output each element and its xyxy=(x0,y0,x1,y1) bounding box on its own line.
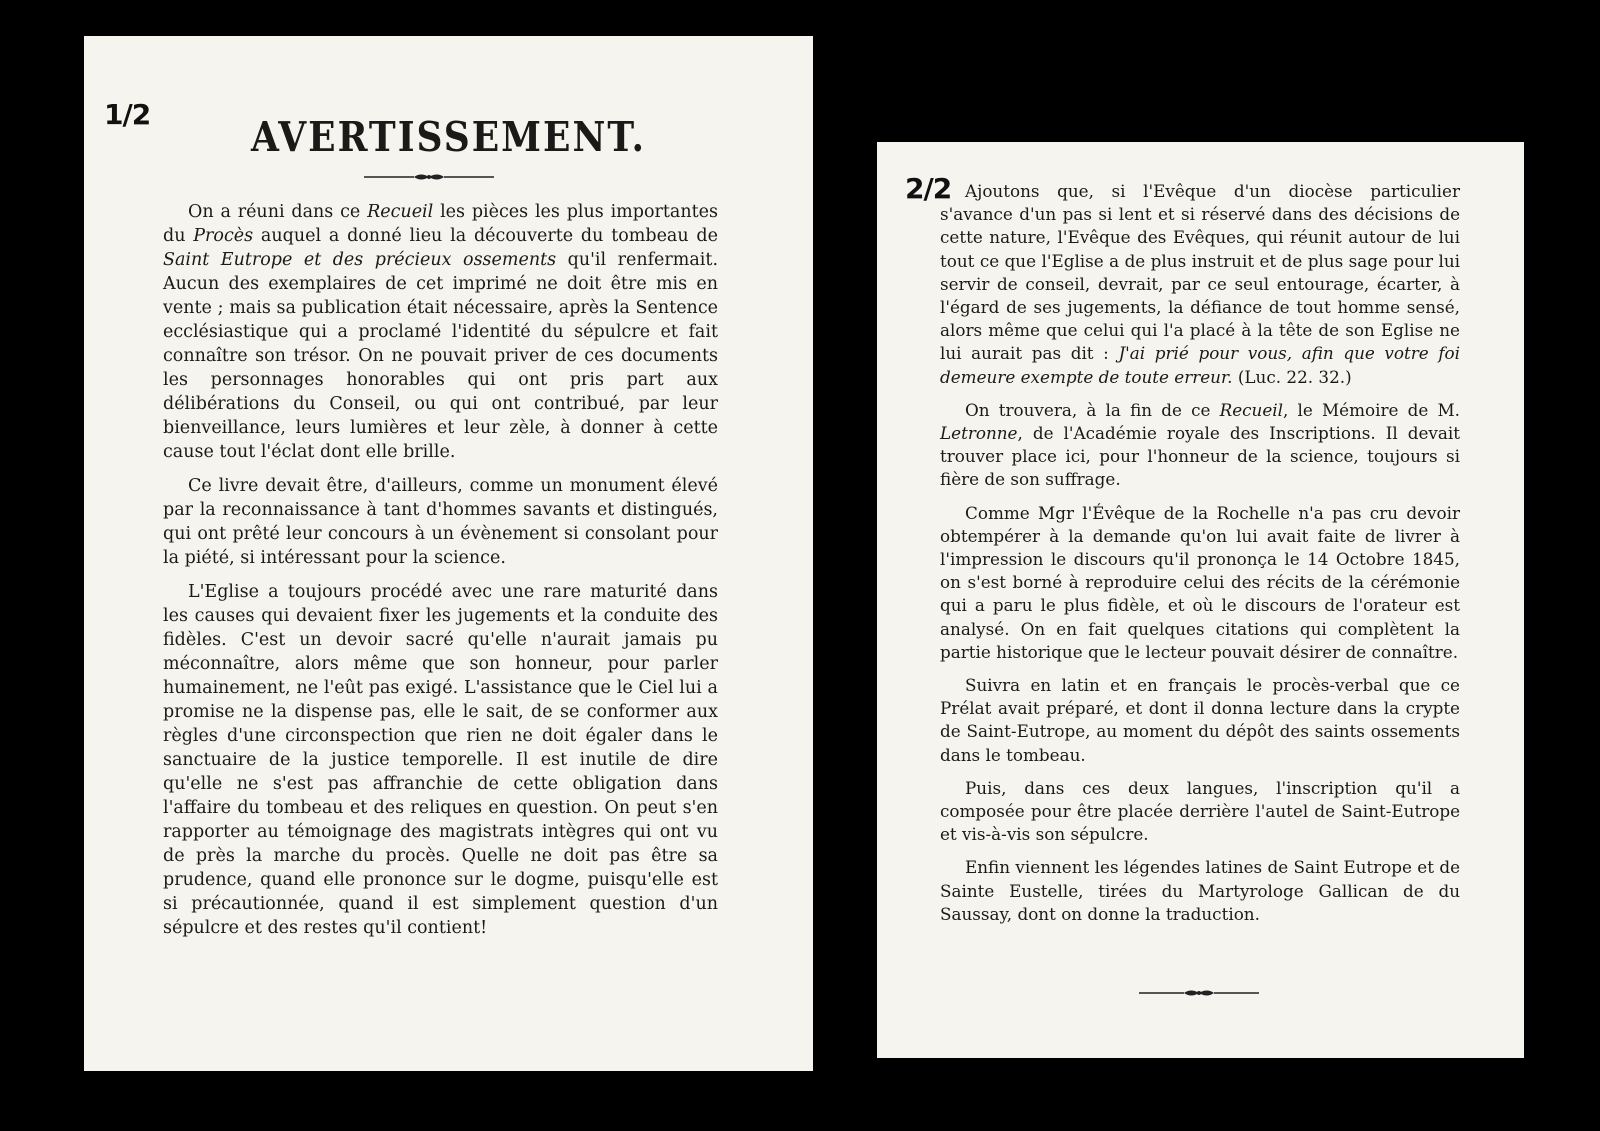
paragraph xyxy=(940,180,1460,389)
text-run: Enfin viennent les légendes latines de Saint Eutrope et de Sainte Eustelle, tirées du Martyrologe Gallican de du Saussay, dont on donne la traduction. xyxy=(940,857,1460,924)
text-run: , le Mémoire de M. xyxy=(1283,399,1460,420)
paragraph xyxy=(940,502,1460,664)
page-one xyxy=(84,36,813,1071)
italic-text: J'ai prié pour vous, afin que votre foi demeure exempte de toute erreur. xyxy=(940,343,1461,387)
paragraph xyxy=(163,580,718,940)
page-two-body xyxy=(940,180,1460,936)
page-two xyxy=(877,142,1524,1058)
italic-text: Procès xyxy=(193,226,254,246)
page-one-body xyxy=(163,200,718,950)
italic-text: Letronne xyxy=(940,423,1018,444)
text-run: Ce livre devait être, d'ailleurs, comme un monument élevé par la reconnaissance à tant d'hommes savants et distingués, qui ont prêté leur concours à un évènement si consolant pour la piété, si intéressant pour la science. xyxy=(163,476,718,568)
text-run: Suivra en latin et en français le procès-verbal que ce Prélat avait préparé, et dont il donna lecture dans la crypte de Saint-Eutrope, au moment du dépôt des saints ossements dans le tombeau. xyxy=(940,675,1460,765)
paragraph xyxy=(940,399,1460,492)
text-run: On trouvera, à la fin de ce xyxy=(965,399,1220,420)
text-run: On a réuni dans ce xyxy=(188,202,368,222)
text-run: L'Eglise a toujours procédé avec une rare maturité dans les causes qui devaient fixer les jugements et la conduite des fidèles. C'est un devoir sacré qu'elle n'aurait jamais pu méconnaître, alors même que son honneur, pour parler humainement, ne l'eût pas exigé. L'assistance que le Ciel lui a promise ne la dispense pas, elle le sait, de se conformer aux règles d'une circonspection que rien ne doit égaler dans le sanctuaire de la justice temporelle. Il est inutile de dire qu'elle ne s'est pas affranchie de cette obligation dans l'affaire du tombeau et des reliques en question. On peut s'en rapporter au témoignage des magistrats intègres qui ont vu de près la marche du procès. Quelle ne doit pas être sa prudence, quand elle prononce sur le dogme, puisqu'elle est si précautionnée, quand il est simplement question d'un sépulcre et des restes qu'il contient! xyxy=(163,582,718,938)
page-number-label: 2/2 xyxy=(905,172,952,205)
ornament-divider-icon xyxy=(364,172,494,182)
ornament-divider-icon xyxy=(1139,988,1259,998)
paragraph xyxy=(940,674,1460,767)
text-run: Puis, dans ces deux langues, l'inscription qu'il a composée pour être placée derrière l'autel de Saint-Eutrope et vis-à-vis son sépulcre. xyxy=(940,777,1460,845)
italic-text: Recueil xyxy=(1219,399,1284,420)
paragraph xyxy=(940,856,1460,926)
text-run: Comme Mgr l'Évêque de la Rochelle n'a pas cru devoir obtempérer à la demande qu'on lui avait faite de livrer à l'impression le discours qu'il prononça le 14 Octobre 1845, on s'est borné à reproduire celui des récits de la cérémonie qui a paru le plus fidèle, et où le discours de l'orateur est analysé. On en fait quelques citations qui complètent la partie historique que le lecteur pouvait désirer de connaître. xyxy=(940,502,1460,662)
text-run: , de l'Académie royale des Inscriptions. Il devait trouver place ici, pour l'honneur de la science, toujours si fière de son suffrage. xyxy=(940,423,1460,490)
italic-text: Recueil xyxy=(367,202,434,222)
text-run: qu'il renfermait. Aucun des exemplaires de cet imprimé ne doit être mis en vente ; mais sa publication était nécessaire, après la Sentence ecclésiastique qui a proclamé l'identité du sépulcre et fait connaître son trésor. On ne pouvait priver de ces documents les personnages honorables qui ont pris part aux délibérations du Conseil, ou qui ont contribué, par leur bienveillance, leurs lumières et leur zèle, à donner à cette cause tout l'éclat dont elle brille. xyxy=(163,250,719,462)
italic-text: Saint Eutrope et des précieux ossements xyxy=(163,250,557,270)
paragraph xyxy=(163,474,718,570)
text-run: auquel a donné lieu la découverte du tombeau de xyxy=(253,226,718,246)
text-run: les pièces les plus importantes du xyxy=(163,202,718,246)
text-run: Ajoutons que, si l'Evêque d'un diocèse particulier s'avance d'un pas si lent et si réservé dans des décisions de cette nature, l'Evêque des Evêques, qui réunit autour de lui tout ce que l'Eglise a de plus instruit et de plus sage pour lui servir de conseil, devrait, par ce seul entourage, écarter, à l'égard de ses jugements, la défiance de tout homme sensé, alors même que celui qui l'a placé à la tête de son Eglise ne lui aurait pas dit : xyxy=(940,181,1460,364)
page-number-label: 1/2 xyxy=(104,98,151,131)
paragraph xyxy=(163,200,718,464)
text-run: (Luc. 22. 32.) xyxy=(1232,366,1352,387)
paragraph xyxy=(940,777,1460,847)
document-title: AVERTISSEMENT. xyxy=(250,112,647,162)
